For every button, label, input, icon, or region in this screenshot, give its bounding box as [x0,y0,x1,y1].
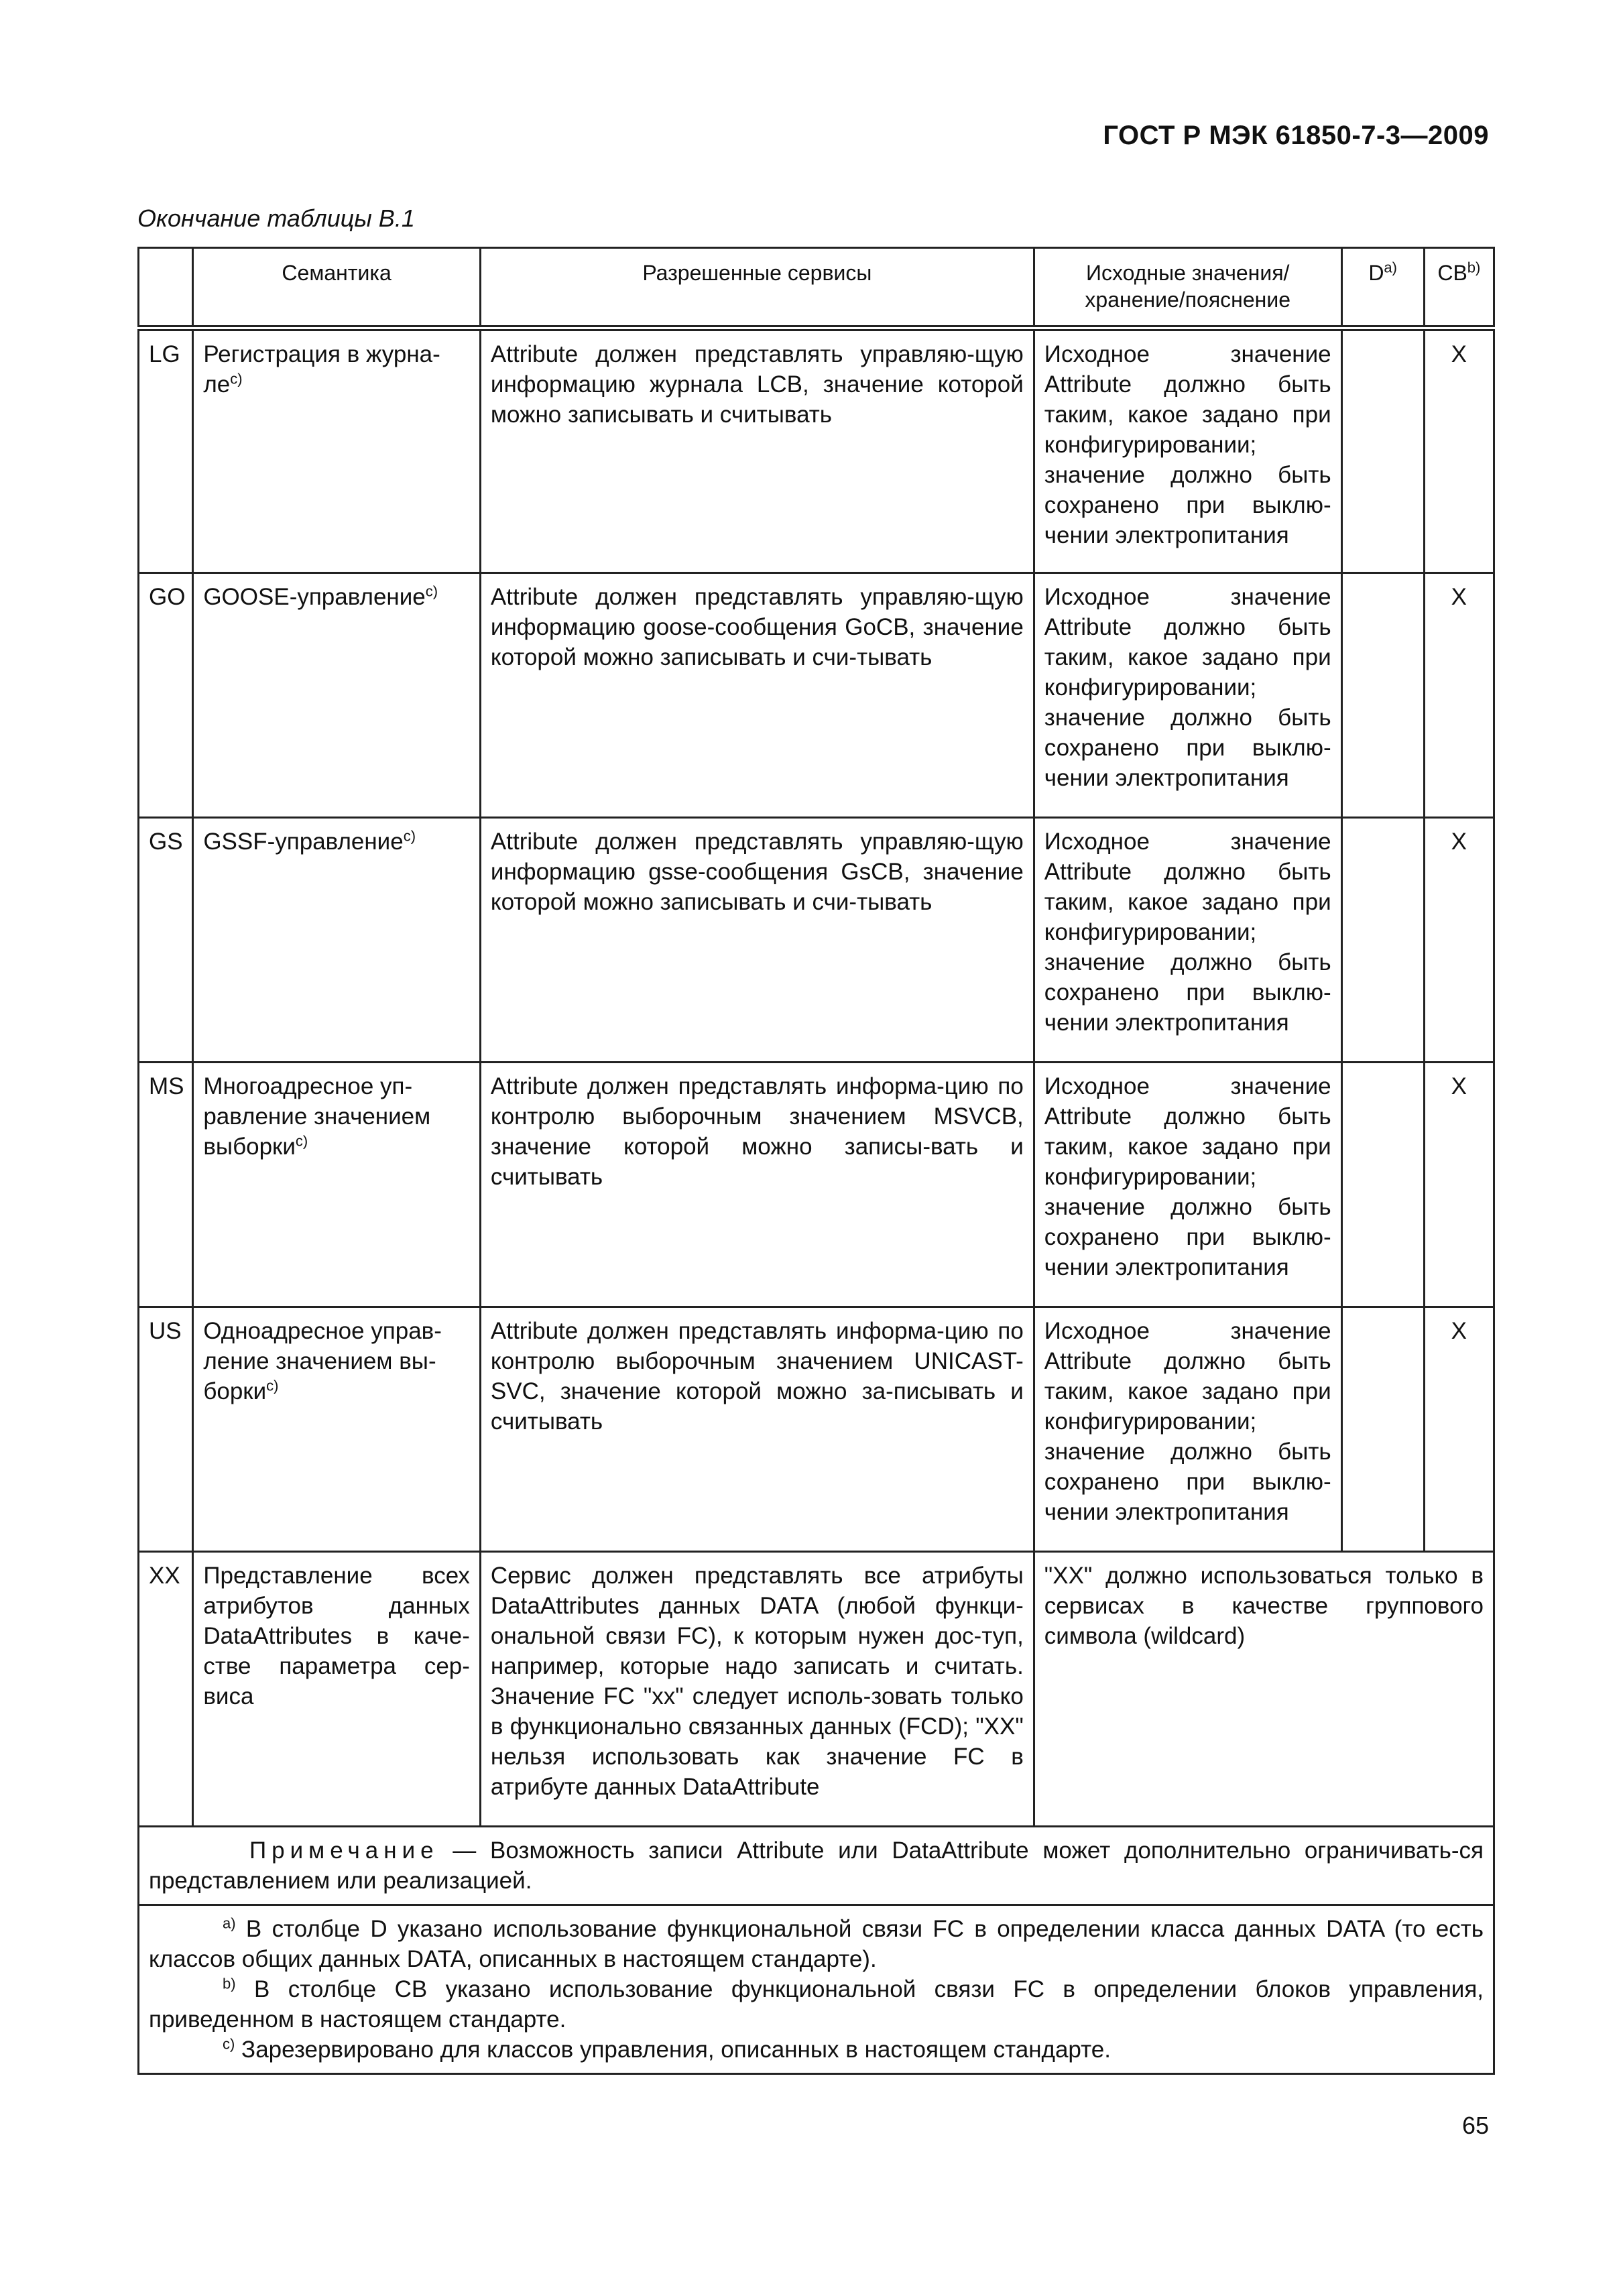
row-cb: X [1424,1063,1494,1307]
row-d [1341,328,1424,573]
page-number: 65 [1461,2112,1489,2139]
row-d [1341,573,1424,818]
row-semantics [193,818,481,1063]
row-d [1341,818,1424,1063]
row-cb: X [1424,328,1494,573]
row-semantics-sup: c) [425,583,438,600]
document-header: ГОСТ Р МЭК 61850-7-3—2009 [1103,121,1489,150]
row-code: XX [139,1552,193,1827]
row-code: LG [139,328,193,573]
row-semantics-sup: c) [266,1377,279,1394]
row-cb: X [1424,818,1494,1063]
header-d-label: D [1368,261,1384,285]
row-d [1341,1307,1424,1552]
row-services: Attribute должен представлять информа-цию по контролю выборочным значением UNICAST-SVC, значение которой можно за-писывать и считывать [480,1307,1034,1552]
note-row [139,1827,1494,1905]
main-table [137,247,1495,2075]
table-row-xx [139,1552,1494,1827]
table-row [139,1063,1494,1307]
row-defaults: Исходное значение Attribute должно быть таким, какое задано при конфигурировании; значение должно быть сохранено при выклю-чении электропитания [1034,1063,1341,1307]
footnote-mark: b) [223,1975,236,1992]
row-semantics [193,573,481,818]
table-caption: Окончание таблицы В.1 [137,204,415,232]
row-semantics [193,1307,481,1552]
row-services: Attribute должен представлять управляю-щую информацию журнала LCB, значение которой можно записывать и считывать [480,328,1034,573]
table-row [139,818,1494,1063]
header-defaults: Исходные значения/ хранение/пояснение [1034,248,1341,328]
header-cb-sup: b) [1467,259,1481,276]
row-d [1341,1063,1424,1307]
note-paragraph [149,1835,1484,1896]
row-semantics: Представление всех атрибутов данных DataAttributes в каче-стве параметра сер-виса [193,1552,481,1827]
header-cb [1424,248,1494,328]
row-services: Attribute должен представлять информа-цию по контролю выборочным значением MSVCB, значение которой можно записы-вать и считывать [480,1063,1034,1307]
row-services: Сервис должен представлять все атрибуты DataAttributes данных DATA (любой функци-ональной связи FC), к которым нужен дос-туп, например, которые надо записать и считать. Значение FC "xx" следует исполь-зовать только в функционально связанных данных (FCD); "XX" нельзя использовать как значение FC в атрибуте данных DataAttribute [480,1552,1034,1827]
row-defaults-merged: "XX" должно использоваться только в сервисах в качестве группового символа (wildcard) [1034,1552,1494,1827]
footnote-c [149,2035,1484,2065]
row-semantics-text: GSSF-управление [203,829,404,855]
header-services: Разрешенные сервисы [480,248,1034,328]
row-semantics-text: Одноадресное управ-ление значением вы-борки [203,1318,442,1404]
table-row [139,328,1494,573]
row-code: GO [139,573,193,818]
table-row [139,1307,1494,1552]
footnote-text: Зарезервировано для классов управления, описанных в настоящем стандарте. [235,2037,1111,2063]
note-label: Примечание [249,1837,439,1864]
row-semantics-sup: c) [295,1132,308,1150]
header-cb-label: CB [1437,261,1467,285]
row-services: Attribute должен представлять управляю-щую информацию gsse-сообщения GsCB, значение которой можно записывать и счи-тывать [480,818,1034,1063]
row-defaults: Исходное значение Attribute должно быть таким, какое задано при конфигурировании; значение должно быть сохранено при выклю-чении электропитания [1034,1307,1341,1552]
table-header-row [139,248,1494,328]
row-cb: X [1424,1307,1494,1552]
footnote-mark: a) [223,1915,236,1932]
note-cell [139,1827,1494,1905]
header-code [139,248,193,328]
row-semantics-text: GOOSE-управление [203,584,426,610]
row-defaults: Исходное значение Attribute должно быть таким, какое задано при конфигурировании; значение должно быть сохранено при выклю-чении электропитания [1034,573,1341,818]
footnote-b [149,1974,1484,2035]
footnote-mark: c) [223,2035,235,2053]
row-semantics-sup: c) [230,370,243,387]
row-semantics-sup: c) [403,827,416,845]
table-row [139,573,1494,818]
footnote-a [149,1914,1484,1974]
row-semantics-text: Многоадресное уп-равление значением выборки [203,1073,431,1160]
footnote-text: В столбце CB указано использование функциональной связи FC в определении блоков управления, приведенном в настоящем стандарте. [149,1976,1484,2033]
row-semantics [193,1063,481,1307]
row-cb: X [1424,573,1494,818]
row-code: GS [139,818,193,1063]
footnotes-cell [139,1905,1494,2074]
row-defaults: Исходное значение Attribute должно быть таким, какое задано при конфигурировании; значение должно быть сохранено при выклю-чении электропитания [1034,328,1341,573]
row-code: MS [139,1063,193,1307]
row-semantics [193,328,481,573]
row-code: US [139,1307,193,1552]
note-text: — Возможность записи Attribute или DataAttribute может дополнительно ограничивать-ся представлением или реализацией. [149,1837,1484,1894]
row-services: Attribute должен представлять управляю-щую информацию goose-сообщения GoCB, значение которой можно записывать и счи-тывать [480,573,1034,818]
footnote-text: В столбце D указано использование функциональной связи FC в определении класса данных DATA (то есть классов общих данных DATA, описанных в настоящем стандарте). [149,1916,1484,1972]
header-d-sup: a) [1384,259,1397,276]
row-defaults: Исходное значение Attribute должно быть таким, какое задано при конфигурировании; значение должно быть сохранено при выклю-чении электропитания [1034,818,1341,1063]
header-semantics: Семантика [193,248,481,328]
row-semantics-text: Регистрация в журна-ле [203,341,440,398]
footnotes-row [139,1905,1494,2074]
header-d [1341,248,1424,328]
